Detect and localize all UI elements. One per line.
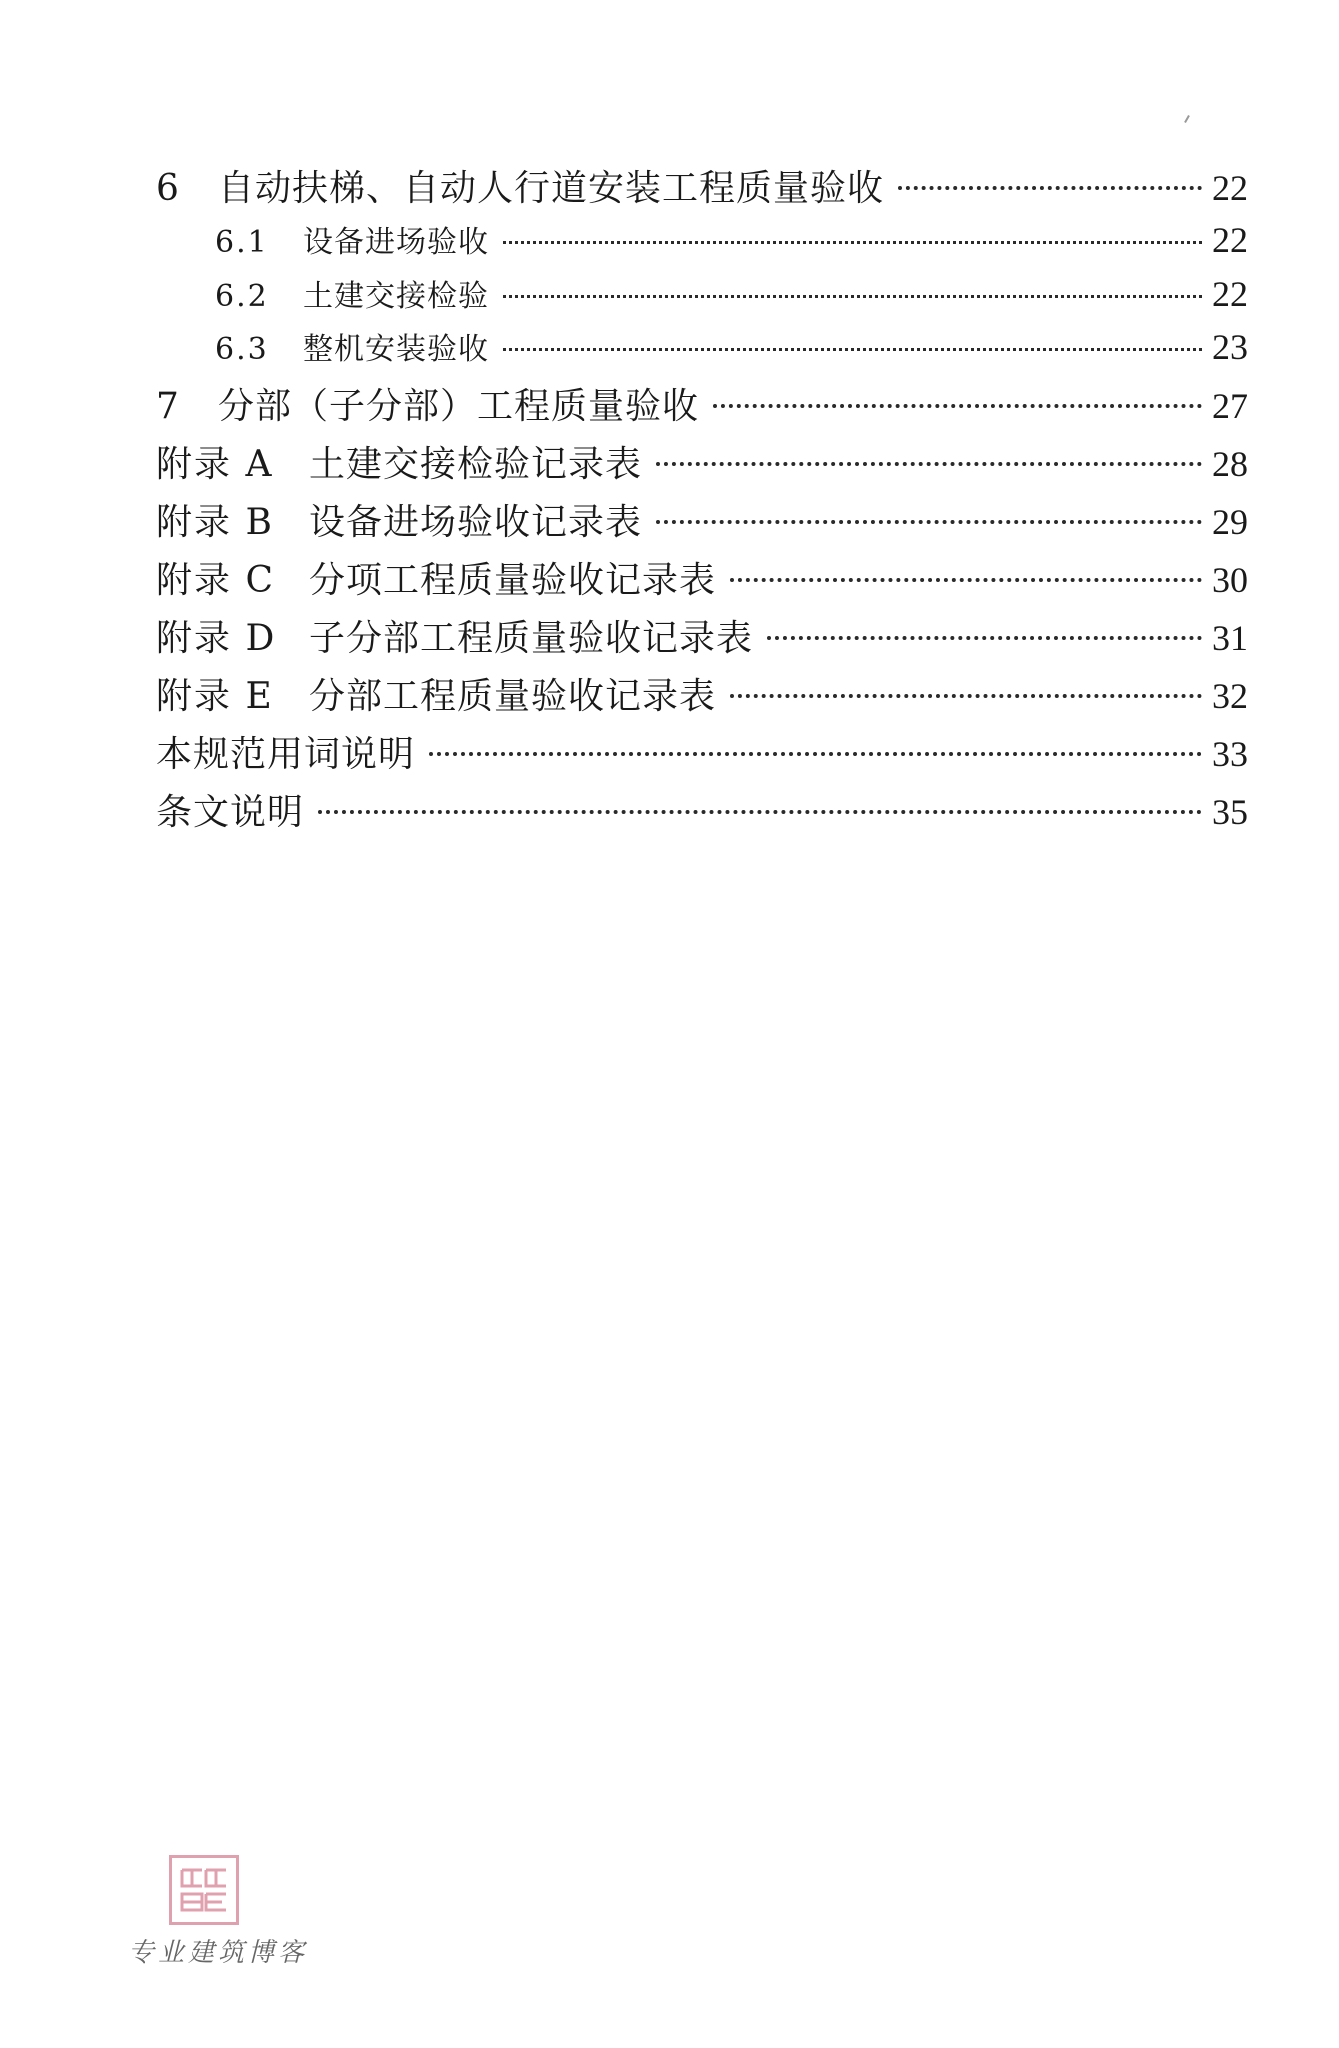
- toc-entry-title: 条文说明: [156, 792, 305, 833]
- toc-leader-dots: [898, 186, 1202, 190]
- toc-entry-title: 子分部工程质量验收记录表: [309, 618, 754, 659]
- toc-entry-page: 32: [1212, 676, 1248, 716]
- toc-entry[interactable]: [156, 726, 1248, 777]
- toc-entry[interactable]: [156, 378, 1248, 429]
- watermark-text: 专业建筑博客: [128, 1938, 309, 1968]
- toc-entry-title: 分部工程质量验收记录表: [309, 676, 717, 717]
- toc-entry-number: 6.1: [215, 225, 269, 260]
- toc-entry-title: 分项工程质量验收记录表: [309, 560, 717, 601]
- seal-logo-icon: [169, 1855, 239, 1925]
- toc-leader-dots: [503, 295, 1202, 298]
- toc-leader-dots: [429, 752, 1202, 756]
- toc-entry-number: 6: [156, 168, 181, 209]
- toc-entry-number: 附录 C: [156, 560, 275, 601]
- toc-entry-page: 31: [1212, 618, 1248, 658]
- toc-entry-number: 6.3: [215, 332, 269, 367]
- toc-entry-title: 整机安装验收: [303, 332, 489, 367]
- toc-leader-dots: [503, 348, 1202, 351]
- toc-entry-page: 30: [1212, 560, 1248, 600]
- toc-entry-number: 7: [156, 386, 181, 427]
- toc-entry-number: 6.2: [215, 279, 269, 314]
- toc-entry-page: 35: [1212, 792, 1248, 832]
- toc-entry-title: 自动扶梯、自动人行道安装工程质量验收: [218, 168, 885, 209]
- toc-entry-page: 33: [1212, 734, 1248, 774]
- toc-entry-title: 土建交接检验记录表: [309, 444, 643, 485]
- toc-leader-dots: [730, 578, 1202, 582]
- toc-entry-title: 土建交接检验: [303, 279, 489, 314]
- toc-entry[interactable]: [215, 324, 1248, 368]
- toc-leader-dots: [318, 810, 1202, 814]
- toc-entry[interactable]: [156, 552, 1248, 603]
- toc-leader-dots: [713, 404, 1202, 408]
- toc-leader-dots: [730, 694, 1202, 698]
- toc-entry[interactable]: [156, 784, 1248, 835]
- toc-leader-dots: [656, 520, 1202, 524]
- toc-entry-page: 27: [1212, 386, 1248, 426]
- toc-leader-dots: [503, 241, 1202, 244]
- toc-entry[interactable]: [156, 494, 1248, 545]
- toc-entry-page: 22: [1212, 274, 1248, 314]
- toc-entry-title: 本规范用词说明: [156, 734, 416, 775]
- toc-entry-page: 22: [1212, 220, 1248, 260]
- toc-leader-dots: [767, 636, 1202, 640]
- toc-entry-number: 附录 D: [156, 618, 277, 659]
- toc-entry-number: 附录 B: [156, 502, 274, 543]
- toc-entry[interactable]: [156, 160, 1248, 211]
- toc-entry-page: 23: [1212, 327, 1248, 367]
- toc-leader-dots: [656, 462, 1202, 466]
- toc-entry[interactable]: [156, 610, 1248, 661]
- toc-entry[interactable]: [156, 436, 1248, 487]
- toc-entry[interactable]: [156, 668, 1248, 719]
- toc-entry-page: 29: [1212, 502, 1248, 542]
- toc-entry-page: 22: [1212, 168, 1248, 208]
- toc-entry[interactable]: [215, 271, 1248, 315]
- toc-entry-number: 附录 E: [156, 676, 274, 717]
- toc-entry-title: 分部（子分部）工程质量验收: [218, 386, 700, 427]
- toc-entry[interactable]: [215, 217, 1248, 261]
- toc-entry-title: 设备进场验收: [303, 225, 489, 260]
- toc-entry-number: 附录 A: [156, 444, 274, 485]
- table-of-contents: [0, 0, 1339, 900]
- toc-entry-page: 28: [1212, 444, 1248, 484]
- toc-entry-title: 设备进场验收记录表: [309, 502, 643, 543]
